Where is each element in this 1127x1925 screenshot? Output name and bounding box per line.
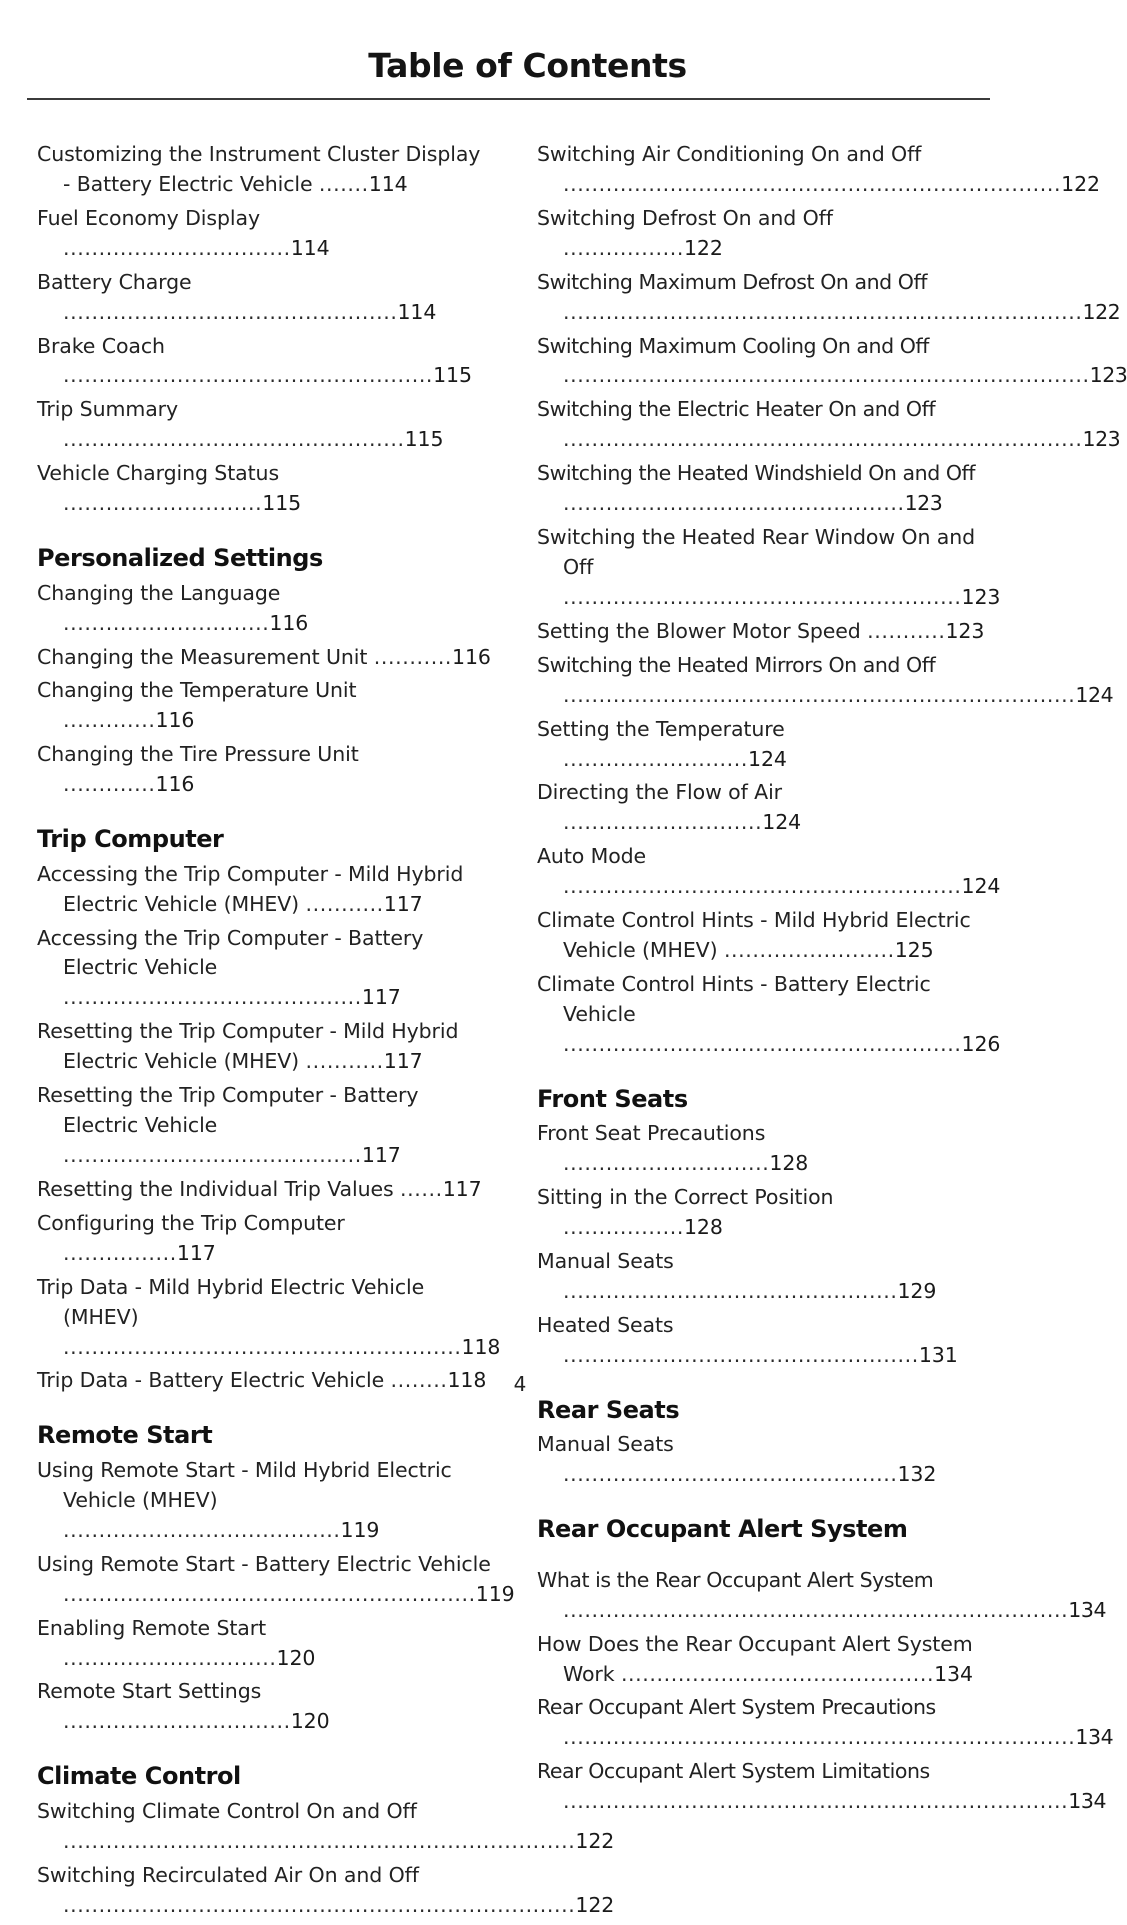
- toc-entry[interactable]: [537, 778, 993, 838]
- toc-section: [37, 140, 493, 519]
- toc-entry-title: Rear Occupant Alert System Limitations: [537, 1759, 930, 1784]
- toc-entry-leader: ..................................................: [563, 1342, 919, 1367]
- toc-entry[interactable]: [37, 332, 493, 392]
- toc-entry-leader: ................: [63, 1240, 177, 1265]
- toc-entry-title: Enabling Remote Start: [37, 1615, 267, 1640]
- toc-entry-page-number: 124: [748, 746, 787, 771]
- toc-entry[interactable]: [537, 715, 993, 775]
- toc-entry[interactable]: [537, 459, 993, 519]
- toc-entry-page-number: 119: [475, 1581, 515, 1606]
- toc-entry-title: Switching Recirculated Air On and Off: [37, 1862, 419, 1887]
- toc-section: [37, 825, 501, 1396]
- toc-entry[interactable]: [37, 1175, 493, 1205]
- toc-entry[interactable]: [37, 579, 493, 639]
- toc-entry-leader: ......: [400, 1176, 443, 1201]
- toc-entry[interactable]: [37, 1209, 493, 1269]
- toc-entry[interactable]: [537, 1630, 993, 1690]
- toc-entry-leader: ...........: [867, 618, 946, 643]
- toc-section: [537, 1397, 993, 1490]
- toc-entry-leader: ........................................................................: [563, 1725, 1076, 1750]
- toc-entry-list: [537, 1430, 993, 1490]
- page-title: Table of Contents: [368, 46, 687, 85]
- toc-entry-leader: ..............................: [63, 1645, 277, 1670]
- toc-entry-title: Fuel Economy Display: [37, 205, 260, 230]
- toc-section: [37, 545, 493, 800]
- toc-entry-title: Manual Seats: [537, 1249, 674, 1274]
- toc-entry-leader: ..........................: [563, 746, 749, 771]
- toc-entry-leader: ..........................................: [63, 1143, 362, 1167]
- toc-entry-page-number: 117: [383, 1049, 423, 1074]
- section-heading-rear-seats: Rear Seats: [537, 1395, 680, 1424]
- toc-entry-title: Resetting the Trip Computer - Mild Hybrid Electric Vehicle (MHEV): [37, 1019, 459, 1074]
- toc-entry[interactable]: [537, 906, 993, 966]
- toc-entry-page-number: 126: [961, 1031, 1001, 1056]
- toc-entry[interactable]: [537, 140, 1100, 200]
- toc-entry-page-number: 124: [762, 810, 802, 835]
- toc-entry-title: Configuring the Trip Computer: [37, 1210, 345, 1235]
- toc-entry-list: [37, 140, 493, 519]
- toc-entry-title: Front Seat Precautions: [537, 1121, 766, 1146]
- toc-entry[interactable]: [37, 459, 493, 519]
- toc-entry-title: Remote Start Settings: [37, 1679, 262, 1704]
- toc-entry-leader: .......................................: [63, 1517, 341, 1542]
- toc-entry-title: Trip Data - Battery Electric Vehicle: [37, 1368, 385, 1393]
- toc-entry-title: Customizing the Instrument Cluster Display - Battery Electric Vehicle: [37, 142, 481, 196]
- toc-entry-page-number: 114: [368, 171, 408, 196]
- toc-entry[interactable]: [537, 651, 1114, 711]
- toc-entry-page-number: 116: [452, 644, 491, 669]
- toc-entry[interactable]: [537, 970, 1001, 1060]
- toc-entry-title: Switching the Electric Heater On and Off: [537, 397, 936, 422]
- toc-entry-leader: ........................................................................: [63, 1828, 576, 1853]
- toc-entry-leader: ................................: [63, 235, 291, 260]
- toc-entry[interactable]: [37, 1677, 493, 1737]
- toc-section: [37, 1421, 515, 1737]
- toc-entry-page-number: 117: [383, 891, 423, 916]
- toc-entry-page-number: 134: [1068, 1597, 1107, 1622]
- toc-entry-leader: ........: [390, 1368, 448, 1393]
- toc-entry[interactable]: [37, 1017, 493, 1077]
- toc-section: [537, 1515, 1114, 1817]
- toc-entry-page-number: 124: [961, 874, 1001, 899]
- toc-entry-title: Directing the Flow of Air: [537, 780, 782, 805]
- toc-entry-list: [37, 1456, 515, 1737]
- toc-entry-page-number: 123: [945, 618, 985, 643]
- toc-entry-leader: .............: [63, 772, 156, 797]
- toc-entry[interactable]: [537, 1566, 1107, 1626]
- toc-entry-page-number: 116: [269, 610, 309, 635]
- toc-entry-page-number: 122: [1082, 299, 1121, 324]
- toc-entry-title: Changing the Tire Pressure Unit: [37, 742, 359, 767]
- toc-entry[interactable]: [537, 1311, 993, 1371]
- section-heading-climate-control: Climate Control: [37, 1762, 241, 1791]
- toc-entry-leader: ......................................................................: [563, 171, 1062, 196]
- toc-entry-title: Climate Control Hints - Battery Electric Vehicle: [537, 971, 931, 1026]
- toc-entry-page-number: 117: [361, 1143, 401, 1167]
- toc-entry-page-number: 123: [1082, 427, 1121, 452]
- toc-entry[interactable]: [37, 740, 493, 800]
- toc-entry-title: Changing the Language: [37, 580, 281, 605]
- title-divider: [27, 98, 990, 100]
- toc-entry-list: [537, 1566, 1114, 1817]
- toc-entry[interactable]: [537, 1183, 993, 1243]
- toc-entry-leader: ................................................: [63, 427, 405, 452]
- toc-entry-title: Setting the Blower Motor Speed: [537, 618, 861, 643]
- toc-entry[interactable]: [537, 523, 1001, 613]
- toc-entry-page-number: 128: [769, 1151, 809, 1176]
- toc-entry-title: Switching the Heated Mirrors On and Off: [537, 652, 936, 677]
- toc-entry-leader: ........................: [723, 938, 895, 963]
- toc-entry-title: Heated Seats: [537, 1312, 674, 1337]
- toc-section: [537, 140, 1127, 1060]
- toc-entry-title: Changing the Temperature Unit: [37, 678, 357, 703]
- toc-entry[interactable]: [537, 204, 993, 264]
- toc-entry-title: Trip Data - Mild Hybrid Electric Vehicle (MHEV): [37, 1274, 425, 1329]
- toc-entry-page-number: 118: [447, 1368, 487, 1393]
- toc-entry[interactable]: [37, 1456, 493, 1546]
- toc-entry[interactable]: [537, 1430, 993, 1490]
- toc-entry-page-number: 115: [404, 427, 444, 452]
- toc-entry[interactable]: [37, 1081, 493, 1171]
- toc-entry-page-number: 117: [176, 1240, 216, 1265]
- toc-entry-page-number: 122: [575, 1892, 615, 1917]
- toc-entry-page-number: 117: [442, 1176, 482, 1201]
- toc-entry-leader: ............................: [563, 810, 763, 835]
- toc-entry-leader: ..........................................: [63, 985, 362, 1010]
- toc-entry[interactable]: [37, 395, 493, 455]
- toc-entry-page-number: 115: [262, 491, 302, 516]
- toc-entry-page-number: 122: [575, 1828, 615, 1853]
- toc-entry-leader: .........................................................................: [563, 427, 1083, 452]
- toc-entry-leader: .......................................................................: [563, 1597, 1069, 1622]
- toc-entry-title: Changing the Measurement Unit: [37, 644, 368, 669]
- toc-entry[interactable]: [537, 1119, 993, 1179]
- toc-entry-leader: ...............................................: [63, 299, 398, 324]
- toc-entry-leader: .........................................................................: [563, 299, 1083, 324]
- toc-entry-list: [537, 140, 1127, 1060]
- section-heading-front-seats: Front Seats: [537, 1084, 688, 1113]
- toc-section: [537, 1086, 993, 1371]
- toc-entry-title: Sitting in the Correct Position: [537, 1185, 834, 1210]
- toc-entry[interactable]: [37, 676, 493, 736]
- toc-entry-page-number: 114: [290, 235, 330, 260]
- toc-entry-title: Auto Mode: [537, 844, 647, 869]
- toc-entry-page-number: 122: [1061, 171, 1100, 196]
- toc-entry-title: Switching the Heated Rear Window On and Off: [537, 525, 976, 579]
- toc-entry-leader: ............................: [63, 491, 263, 516]
- toc-entry-leader: .......................................................................: [563, 1789, 1069, 1814]
- toc-entry-list: [37, 860, 501, 1397]
- toc-entry-title: Using Remote Start - Mild Hybrid Electric Vehicle (MHEV): [37, 1457, 452, 1512]
- toc-entry-page-number: 123: [1089, 363, 1127, 388]
- toc-entry-title: Manual Seats: [537, 1432, 674, 1457]
- toc-entry-page-number: 125: [894, 938, 934, 963]
- toc-entry-leader: .................: [563, 235, 684, 260]
- toc-entry-leader: .............: [63, 708, 156, 733]
- toc-entry-leader: ........................................................: [563, 874, 962, 899]
- section-heading-trip-computer: Trip Computer: [37, 825, 224, 854]
- toc-entry-title: Setting the Temperature: [537, 716, 785, 741]
- toc-entry-list: [37, 1797, 615, 1921]
- toc-entry[interactable]: [537, 268, 1121, 328]
- toc-entry-leader: .............................: [63, 610, 270, 635]
- toc-entry[interactable]: [37, 140, 493, 200]
- toc-entry-leader: ...........: [305, 891, 384, 916]
- toc-entry[interactable]: [537, 617, 993, 647]
- toc-section: [37, 1762, 615, 1920]
- toc-entry[interactable]: [37, 1797, 615, 1857]
- toc-entry-leader: ................................................: [563, 491, 905, 516]
- toc-entry-leader: ...............................................: [563, 1462, 898, 1487]
- right-column: [537, 140, 1127, 1821]
- toc-entry-page-number: 116: [155, 772, 195, 797]
- toc-entry-title: Climate Control Hints - Mild Hybrid Electric Vehicle (MHEV): [537, 908, 971, 963]
- toc-entry-page-number: 120: [290, 1709, 330, 1734]
- toc-entry-page-number: 132: [897, 1462, 937, 1487]
- toc-entry-list: [537, 1119, 993, 1370]
- toc-entry-leader: ..........................................................: [63, 1581, 476, 1606]
- toc-entry[interactable]: [37, 860, 493, 920]
- toc-entry-leader: ....................................................: [63, 363, 434, 388]
- toc-entry-title: Resetting the Trip Computer - Battery Electric Vehicle: [37, 1083, 419, 1138]
- toc-entry-title: Rear Occupant Alert System Precautions: [537, 1695, 936, 1720]
- toc-entry-title: Switching Maximum Cooling On and Off: [537, 333, 929, 358]
- toc-entry-title: Switching Defrost On and Off: [537, 205, 833, 230]
- toc-entry-title: Brake Coach: [37, 333, 165, 358]
- toc-entry-title: Switching Air Conditioning On and Off: [537, 142, 922, 166]
- toc-entry-page-number: 119: [340, 1517, 380, 1542]
- toc-entry-leader: ...........: [305, 1049, 384, 1074]
- toc-entry[interactable]: [537, 1757, 1107, 1817]
- toc-entry-page-number: 114: [397, 299, 437, 324]
- toc-entry[interactable]: [537, 1247, 993, 1307]
- toc-entry-leader: ...............................................: [563, 1278, 898, 1303]
- section-heading-personalized-settings: Personalized Settings: [37, 544, 323, 573]
- page-number: 4: [513, 1372, 527, 1396]
- toc-entry-page-number: 134: [1075, 1725, 1114, 1750]
- toc-entry-title: Accessing the Trip Computer - Mild Hybrid Electric Vehicle (MHEV): [37, 861, 464, 916]
- toc-entry[interactable]: [37, 268, 493, 328]
- toc-entry-leader: ..........................................................................: [563, 363, 1090, 388]
- toc-entry-page-number: 128: [683, 1215, 723, 1240]
- toc-entry-page-number: 124: [1075, 682, 1114, 707]
- toc-entry-title: Trip Summary: [37, 397, 179, 422]
- toc-entry-title: Switching the Heated Windshield On and Off: [537, 461, 976, 486]
- toc-entry-title: How Does the Rear Occupant Alert System Work: [537, 1631, 973, 1686]
- toc-entry-leader: ........................................................: [563, 1031, 962, 1056]
- toc-entry[interactable]: [37, 1273, 501, 1363]
- toc-entry-page-number: 134: [934, 1661, 973, 1686]
- toc-entry[interactable]: [37, 1614, 493, 1674]
- toc-entry-page-number: 123: [904, 491, 943, 516]
- toc-entry-leader: ................................: [63, 1709, 291, 1734]
- toc-entry[interactable]: [37, 204, 493, 264]
- toc-entry-list: [37, 579, 493, 800]
- toc-entry[interactable]: [37, 1550, 515, 1610]
- section-heading-remote-start: Remote Start: [37, 1421, 213, 1450]
- toc-entry-leader: ........................................................................: [563, 682, 1076, 707]
- section-heading-rear-occupant-alert-system: Rear Occupant Alert System: [537, 1515, 908, 1544]
- toc-entry-title: What is the Rear Occupant Alert System: [537, 1567, 934, 1592]
- toc-entry[interactable]: [537, 842, 1001, 902]
- toc-entry-page-number: 117: [361, 985, 401, 1010]
- toc-entry-page-number: 134: [1068, 1789, 1107, 1814]
- toc-entry-leader: ........................................................: [63, 1334, 462, 1359]
- toc-entry-leader: .................: [563, 1215, 684, 1240]
- toc-entry-page-number: 123: [961, 584, 1001, 609]
- toc-entry-title: Accessing the Trip Computer - Battery Electric Vehicle: [37, 925, 424, 980]
- toc-entry[interactable]: [537, 395, 1121, 455]
- toc-entry-page-number: 116: [155, 708, 195, 733]
- toc-entry-title: Vehicle Charging Status: [37, 461, 280, 486]
- toc-entry-leader: ........................................................................: [63, 1892, 576, 1917]
- toc-entry-title: Switching Maximum Defrost On and Off: [537, 269, 927, 294]
- toc-entry-leader: ........................................................: [563, 584, 962, 609]
- toc-entry-page-number: 129: [897, 1278, 937, 1303]
- toc-columns: [37, 140, 1127, 1925]
- toc-entry[interactable]: [37, 643, 493, 673]
- toc-entry-page-number: 118: [461, 1334, 501, 1359]
- toc-entry-page-number: 120: [276, 1645, 316, 1670]
- toc-entry-title: Battery Charge: [37, 269, 192, 294]
- toc-entry-leader: ...........: [373, 644, 453, 669]
- toc-entry-title: Using Remote Start - Battery Electric Vehicle: [37, 1551, 491, 1576]
- toc-entry[interactable]: [537, 1693, 1114, 1753]
- toc-entry-leader: .......: [318, 171, 369, 196]
- toc-entry-leader: .............................: [563, 1151, 770, 1176]
- toc-entry-page-number: 115: [433, 363, 472, 388]
- toc-entry-page-number: 122: [683, 235, 723, 260]
- toc-entry[interactable]: [37, 924, 493, 1014]
- toc-entry-leader: ............................................: [620, 1661, 935, 1686]
- toc-entry-title: Switching Climate Control On and Off: [37, 1798, 417, 1823]
- toc-entry[interactable]: [537, 332, 1127, 392]
- toc-entry-title: Resetting the Individual Trip Values: [37, 1176, 394, 1201]
- toc-entry[interactable]: [37, 1861, 615, 1921]
- toc-entry-page-number: 131: [918, 1342, 958, 1367]
